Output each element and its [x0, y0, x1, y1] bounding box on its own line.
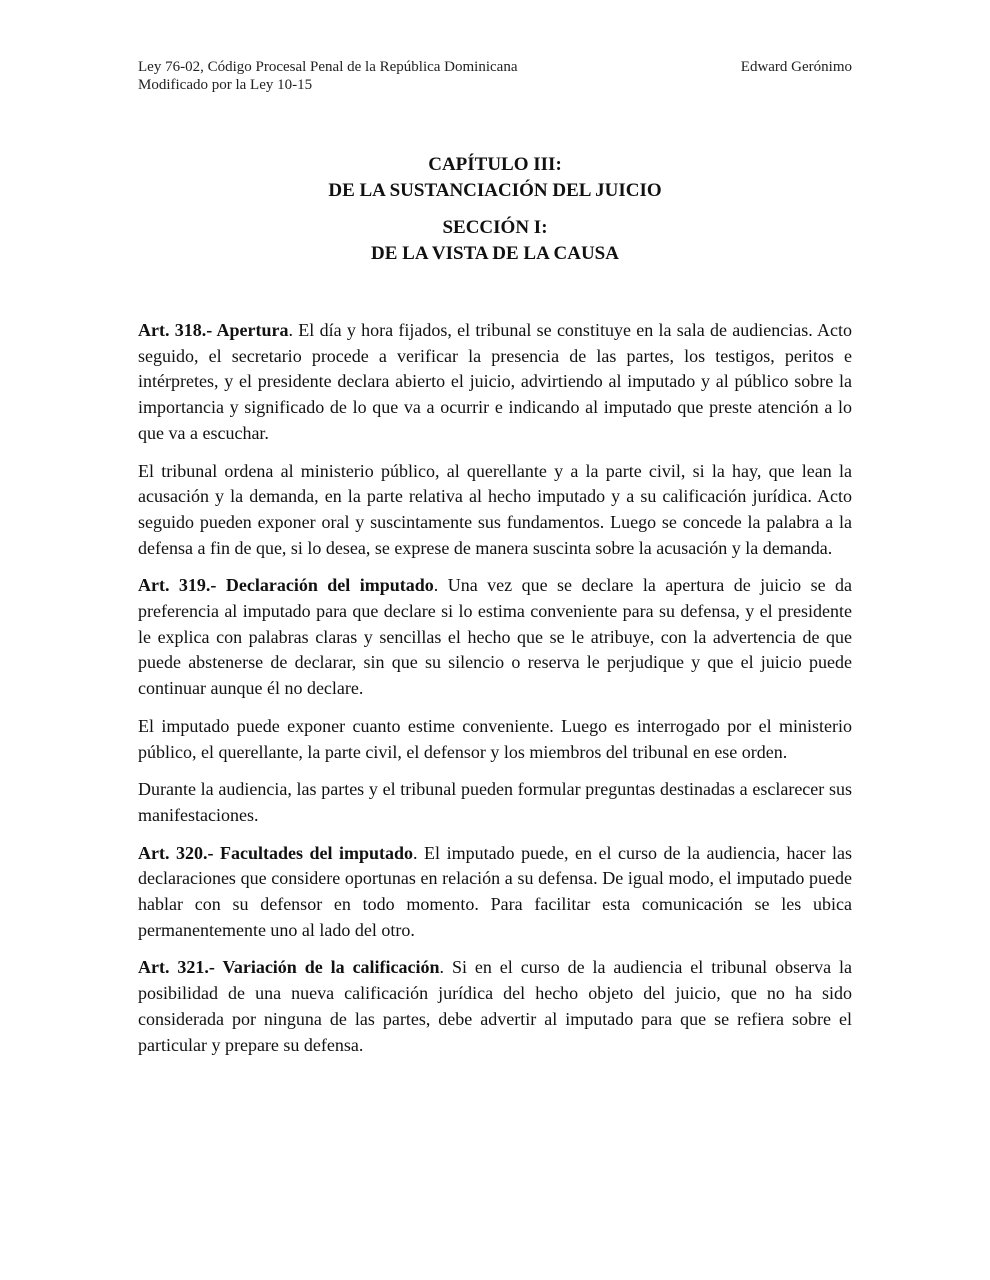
article-318 [138, 318, 852, 447]
article-318-heading: Art. 318.- Apertura [138, 320, 289, 340]
running-header-row [138, 58, 852, 76]
article-321 [138, 955, 852, 1058]
article-319-paragraph-3: Durante la audiencia, las partes y el tribunal pueden formular preguntas destinadas a esclarecer sus manifestaciones. [138, 779, 852, 825]
header-modified-note: Modificado por la Ley 10-15 [138, 77, 313, 93]
section-label: SECCIÓN I: [442, 217, 548, 238]
article-321-text: . Si en el curso de la audiencia el tribunal observa la posibilidad de una nueva calificación jurídica del hecho objeto del juicio, que no ha sido considerada por ninguna de las partes, debe advertir al imputado para que se refiera sobre el particular y prepare su defensa. [138, 957, 852, 1055]
chapter-label: CAPÍTULO III: [428, 154, 562, 175]
article-321-heading: Art. 321.- Variación de la calificación [138, 957, 440, 978]
article-318-text: . El día y hora fijados, el tribunal se constituye en la sala de audiencias. Acto seguido, el secretario procede a verificar la presencia de las partes, los testigos, peritos e intérpretes, y el presidente declara abierto el juicio, advirtiendo al imputado y al público sobre la importancia y significado de lo que va a ocurrir e indicando al imputado que preste atención a lo que va a escuchar. [138, 320, 852, 443]
article-320-heading: Art. 320.- Facultades del imputado [138, 842, 414, 863]
header-author: Edward Gerónimo [740, 59, 852, 75]
article-319-heading: Art. 319.- Declaración del imputado [138, 575, 434, 596]
chapter-title: DE LA SUSTANCIACIÓN DEL JUICIO [328, 180, 662, 201]
article-320-text: . El imputado puede, en el curso de la audiencia, hacer las declaraciones que considere oportunas en relación a su defensa. De igual modo, el imputado puede hablar con su defensor en todo momento. Para facilitar esta comunicación se les ubica permanentemente uno al lado del otro. [138, 842, 852, 940]
document-headings [138, 152, 852, 278]
article-318-paragraph-2: El tribunal ordena al ministerio público, al querellante y a la parte civil, si la hay, que lean la acusación y la demanda, en la parte relativa al hecho imputado y a su calificación jurídica. Acto seguido pueden exponer oral y suscintamente sus fundamentos. Luego se concede la palabra a la defensa a fin de que, si lo desea, se exprese de manera suscinta sobre la acusación y la demanda. [138, 460, 852, 558]
article-320 [138, 841, 852, 944]
section-heading [138, 215, 852, 267]
article-319-paragraph-2: El imputado puede exponer cuanto estime conveniente. Luego es interrogado por el ministerio público, el querellante, la parte civil, el defensor y los miembros del tribunal en ese orden. [138, 715, 852, 762]
running-header [138, 58, 852, 94]
article-319-text: . Una vez que se declare la apertura de juicio se da preferencia al imputado para que declare si lo estima conveniente para su defensa, y el presidente le explica con palabras claras y sencillas el hecho que se le atribuye, con la advertencia de que puede abstenerse de declarar, sin que su silencio o reserva le perjudique y que el juicio puede continuar aunque él no declare. [138, 575, 852, 699]
article-319 [138, 573, 852, 702]
document-body [138, 318, 852, 1070]
header-law-title: Ley 76-02, Código Procesal Penal de la República Dominicana [138, 59, 518, 75]
section-title: DE LA VISTA DE LA CAUSA [371, 243, 619, 264]
chapter-heading [138, 152, 852, 204]
